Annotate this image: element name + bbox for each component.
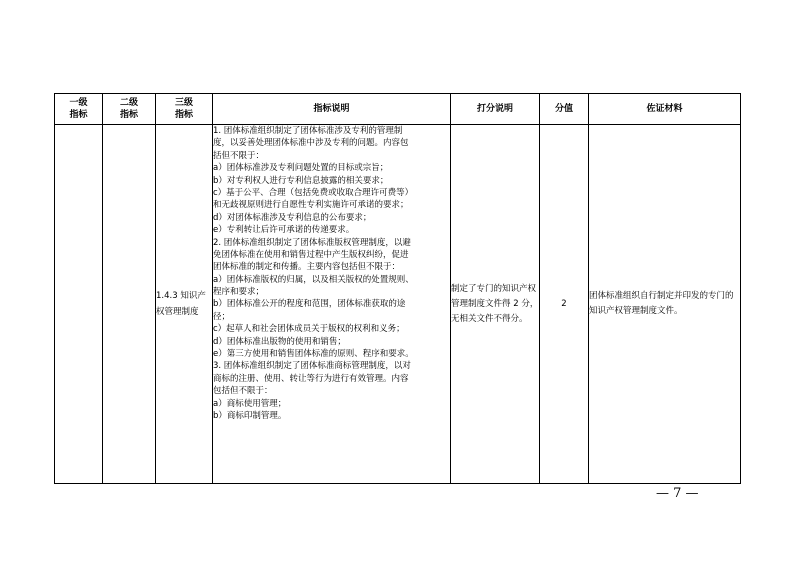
header-score-note-label: 打分说明 <box>476 104 513 114</box>
header-material-label: 佐证材料 <box>646 104 683 114</box>
header-value <box>540 94 589 125</box>
description-line: a）团体标准涉及专利问题处置的目标或宗旨； <box>213 163 389 174</box>
cell-description <box>213 125 451 484</box>
description-line: b）商标印制管理。 <box>213 410 287 421</box>
header-level3-label: 三级 指标 <box>174 98 193 120</box>
description-line: 程序和要求； <box>213 287 265 298</box>
indicator-table <box>54 93 741 484</box>
cell-score-note <box>451 125 540 484</box>
description-line: a）商标使用管理； <box>213 398 287 409</box>
description-line: 径； <box>213 311 231 322</box>
description-line: d）对团体标准涉及专利信息的公布要求； <box>213 212 372 223</box>
description-line: b）对专利权人进行专利信息披露的相关要求； <box>213 175 389 186</box>
description-line: e）第三方使用和销售团体标准的原则、程序和要求。 <box>213 349 414 360</box>
description-line: 3. 团体标准组织制定了团体标准商标管理制度，以对 <box>213 361 411 372</box>
header-value-label: 分值 <box>554 104 573 114</box>
description-line: c）基于公平、合理（包括免费或收取合理许可费等） <box>213 187 414 198</box>
description-line: 团体标准的制定和传播。主要内容包括但不限于： <box>213 262 401 273</box>
cell-level3 <box>156 125 213 484</box>
table-row <box>55 125 741 484</box>
level3-indicator: 1.4.3 知识产 权管理制度 <box>156 291 206 317</box>
header-level1-label: 一级 指标 <box>69 98 88 120</box>
header-description <box>213 94 451 125</box>
description-line: 2. 团体标准组织制定了团体标准版权管理制度，以避 <box>213 237 411 248</box>
header-level2-label: 二级 指标 <box>119 98 138 120</box>
table-header-row <box>55 94 741 125</box>
cell-level2 <box>103 125 156 484</box>
header-description-label: 指标说明 <box>313 104 350 114</box>
header-score-note <box>451 94 540 125</box>
header-level2 <box>103 94 156 125</box>
description-line: d）团体标准出版物的使用和销售； <box>213 336 346 347</box>
description-line: 包括但不限于： <box>213 386 273 397</box>
description-line: b）团体标准公开的程度和范围，团体标准获取的途 <box>213 299 406 310</box>
description-line: 括但不限于： <box>213 150 265 161</box>
page-number: — 7 — <box>656 486 699 501</box>
description-line: 1. 团体标准组织制定了团体标准涉及专利的管理制 <box>213 126 403 136</box>
description-line: a）团体标准版权的归属，以及相关版权的处置规则、 <box>213 274 414 285</box>
cell-value <box>540 125 589 484</box>
description-line: 商标的注册、使用、转让等行为进行有效管理。内容 <box>213 373 409 384</box>
score-note-text: 制定了专门的知识产权管理制度文件得 2 分，无相关文件不得分。 <box>451 283 539 324</box>
description-text <box>213 125 450 422</box>
description-line: 免团体标准在使用和销售过程中产生版权纠纷，促进 <box>213 249 409 260</box>
value-text: 2 <box>561 298 567 309</box>
description-line: c）起草人和社会团体成员关于版权的权利和义务； <box>213 324 405 335</box>
description-line: 度，以妥善处理团体标准中涉及专利的问题。内容包 <box>213 138 409 149</box>
header-level1 <box>55 94 103 125</box>
cell-material <box>589 125 741 484</box>
cell-level1 <box>55 125 103 484</box>
material-text: 团体标准组织自行制定并印发的专门的知识产权管理制度文件。 <box>589 291 734 316</box>
header-material <box>589 94 741 125</box>
header-level3 <box>156 94 213 125</box>
description-line: 和无歧视原则进行自愿性专利实施许可承诺的要求； <box>213 200 409 211</box>
description-line: e）专利转让后许可承诺的传递要求。 <box>213 225 355 236</box>
